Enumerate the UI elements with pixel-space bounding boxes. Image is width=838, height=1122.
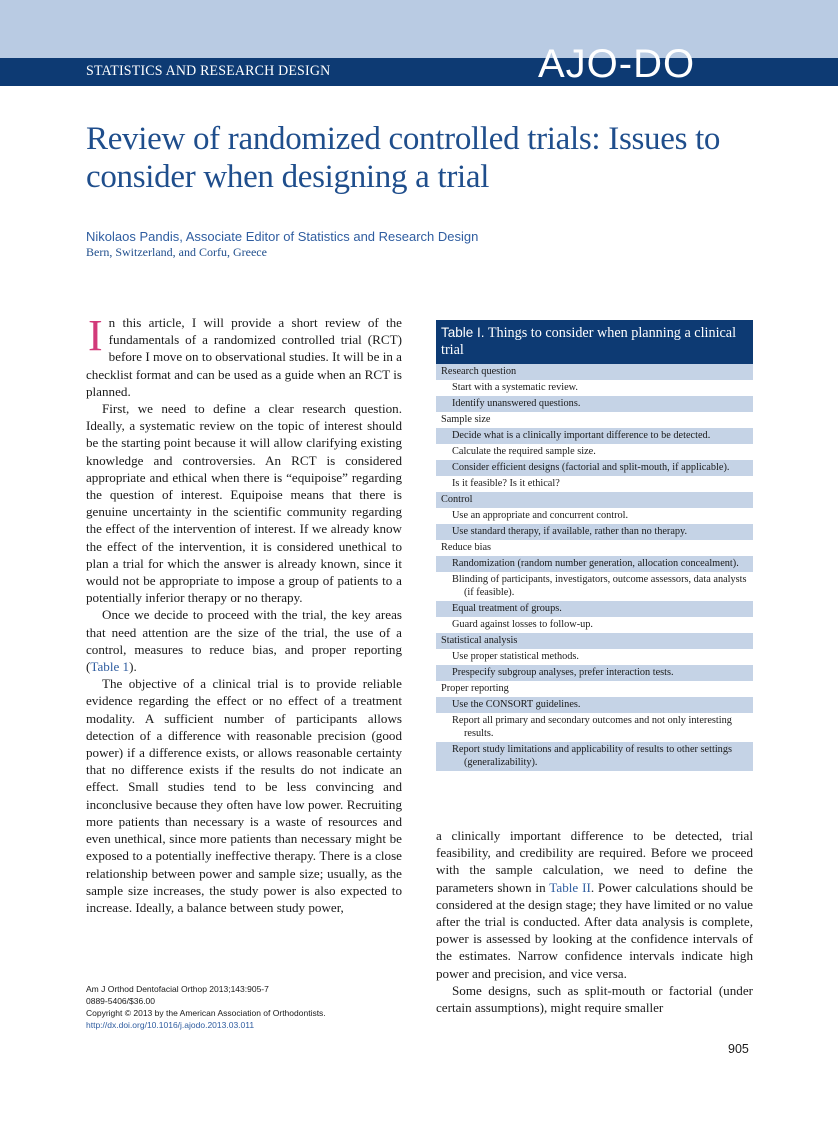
table-item-row bbox=[436, 444, 753, 460]
paragraph-intro bbox=[86, 311, 402, 400]
paragraph-designs: Some designs, such as split-mouth or factorial (under certain assumptions), might require smaller bbox=[436, 982, 753, 1016]
table-item-row bbox=[436, 572, 753, 601]
table-item-text: Equal treatment of groups. bbox=[452, 603, 562, 614]
table-item-text: Decide what is a clinically important difference to be detected. bbox=[452, 430, 711, 441]
table-body bbox=[436, 364, 753, 771]
header-top-band bbox=[0, 0, 838, 58]
citation-issn: 0889-5406/$36.00 bbox=[86, 996, 156, 1006]
paragraph-power-text: a clinically important difference to be detected, trial feasibility, and credibility are required. Before we proceed with the sample calculation, we need to define the parameters shown in bbox=[436, 828, 753, 895]
table-2-link[interactable]: Table II bbox=[549, 879, 591, 895]
table-item-text: Prespecify subgroup analyses, prefer interaction tests. bbox=[452, 667, 674, 678]
table-item-text: Calculate the required sample size. bbox=[452, 446, 596, 457]
table-item-row bbox=[436, 713, 753, 742]
table-caption bbox=[436, 320, 753, 364]
table-item-text: Identify unanswered questions. bbox=[452, 398, 581, 409]
table-item-text: Randomization (random number generation, allocation concealment). bbox=[452, 558, 739, 569]
table-item-row bbox=[436, 556, 753, 572]
paragraph-objective: The objective of a clinical trial is to provide reliable evidence regarding the effect or no effect of a treatment modality. A sufficient number of participants allows detection of a difference with reasonable precision (good power) if a difference exists, or allows reasonable certainty that no difference exists if the results do not indicate an effect. Small studies tend to be less convincing and inconclusive because they often have low power. Recruiting more patients than necessary is a waste of resources and even unethical, since more patients than necessary might be exposed to a potentially ineffective therapy. There is a close relationship between power and sample size; usually, as the sample size increases, the study power is also expected to increase. Ideally, a balance between study power, bbox=[86, 676, 402, 915]
paragraph-key-areas bbox=[86, 606, 402, 675]
table-category-label: Research question bbox=[441, 366, 517, 377]
table-item-row bbox=[436, 380, 753, 396]
table-item-text: Consider efficient designs (factorial and split-mouth, if applicable). bbox=[452, 462, 730, 473]
table-1 bbox=[436, 320, 753, 771]
table-item-row bbox=[436, 665, 753, 681]
table-item-row bbox=[436, 396, 753, 412]
table-category-label: Control bbox=[441, 494, 473, 505]
table-category-row bbox=[436, 364, 753, 380]
drop-cap: I bbox=[88, 311, 103, 360]
table-category-row bbox=[436, 412, 753, 428]
table-category-row bbox=[436, 540, 753, 556]
table-item-row bbox=[436, 460, 753, 476]
paragraph-key-areas-end: ). bbox=[129, 659, 137, 675]
table-item-row bbox=[436, 476, 753, 492]
table-item-row bbox=[436, 697, 753, 713]
table-item-text: Use standard therapy, if available, rather than no therapy. bbox=[452, 526, 688, 537]
table-item-text: Use proper statistical methods. bbox=[452, 651, 579, 662]
table-item-row bbox=[436, 524, 753, 540]
paragraph-intro-text: n this article, I will provide a short review of the fundamentals of a randomized controlled trial (RCT) before I move on to observational studies. It will be in a checklist format and can be used as a guide when an RCT is planned. bbox=[86, 315, 402, 399]
paragraph-research-question: First, we need to define a clear research question. Ideally, a systematic review on the topic of interest should be the starting point because it will allow clarifying existing knowledge and controversies. An RCT is considered appropriate and ethical when there is “equipoise” regarding the question of interest. Equipoise means that there is genuine uncertainty in the scientific community regarding the effect of the intervention of interest. If we already know the effect of the intervention, it is considered unethical to plan a trial for which the answer is already known, since it would not be appropriate to impose a group of patients to a potentially inferior therapy or no therapy. bbox=[86, 401, 402, 606]
table-item-text: Use an appropriate and concurrent control. bbox=[452, 510, 629, 521]
table-item-text: Report all primary and secondary outcomes and not only interesting results. bbox=[452, 715, 732, 739]
table-category-row bbox=[436, 492, 753, 508]
affiliation-line: Bern, Switzerland, and Corfu, Greece bbox=[86, 245, 267, 259]
table-item-text: Blinding of participants, investigators, outcome assessors, data analysts (if feasible). bbox=[452, 574, 747, 598]
author-line: Nikolaos Pandis, Associate Editor of Statistics and Research Design bbox=[86, 229, 479, 244]
table-category-label: Sample size bbox=[441, 414, 491, 425]
table-item-text: Is it feasible? Is it ethical? bbox=[452, 478, 560, 489]
table-item-row bbox=[436, 508, 753, 524]
table-label: Table I. bbox=[441, 325, 485, 340]
paragraph-key-areas-text: Once we decide to proceed with the trial, the key areas that need attention are the size of the trial, the use of a control, measures to reduce bias, and proper reporting ( bbox=[86, 607, 402, 675]
doi-link[interactable]: http://dx.doi.org/10.1016/j.ajodo.2013.03.011 bbox=[86, 1020, 255, 1030]
article-title: Review of randomized controlled trials: Issues to consider when designing a trial bbox=[86, 121, 721, 195]
table-item-row bbox=[436, 617, 753, 633]
table-category-row bbox=[436, 633, 753, 649]
table-item-text: Guard against losses to follow-up. bbox=[452, 619, 593, 630]
table-item-text: Use the CONSORT guidelines. bbox=[452, 699, 581, 710]
table-item-row bbox=[436, 428, 753, 444]
body-right-column bbox=[436, 827, 753, 1016]
table-item-row bbox=[436, 601, 753, 617]
paragraph-power bbox=[436, 827, 753, 982]
table-item-text: Report study limitations and applicability of results to other settings (generalizability). bbox=[452, 744, 732, 768]
paragraph-power-end: . Power calculations should be considered at the design stage; they have limited or no value after the trial is conducted. After data analysis is complete, power is assessed by looking at the confidence intervals of the estimates. Narrow confidence intervals indicate high power and precision, and vice versa. bbox=[436, 879, 753, 981]
table-item-row bbox=[436, 742, 753, 771]
body-left-column bbox=[86, 311, 402, 916]
journal-logo: AJO-DO bbox=[538, 42, 696, 86]
page-number: 905 bbox=[728, 1042, 749, 1056]
citation-footnote bbox=[86, 983, 406, 1031]
table-caption-text: Things to consider when planning a clinical trial bbox=[441, 325, 737, 358]
table-category-label: Proper reporting bbox=[441, 683, 509, 694]
section-label: STATISTICS AND RESEARCH DESIGN bbox=[86, 63, 331, 79]
table-item-row bbox=[436, 649, 753, 665]
table-category-row bbox=[436, 681, 753, 697]
table-category-label: Reduce bias bbox=[441, 542, 492, 553]
table-item-text: Start with a systematic review. bbox=[452, 382, 579, 393]
citation-copyright: Copyright © 2013 by the American Association of Orthodontists. bbox=[86, 1008, 326, 1018]
table-1-link[interactable]: Table 1 bbox=[90, 659, 130, 675]
citation-journal: Am J Orthod Dentofacial Orthop 2013;143:905-7 bbox=[86, 984, 269, 994]
table-category-label: Statistical analysis bbox=[441, 635, 518, 646]
